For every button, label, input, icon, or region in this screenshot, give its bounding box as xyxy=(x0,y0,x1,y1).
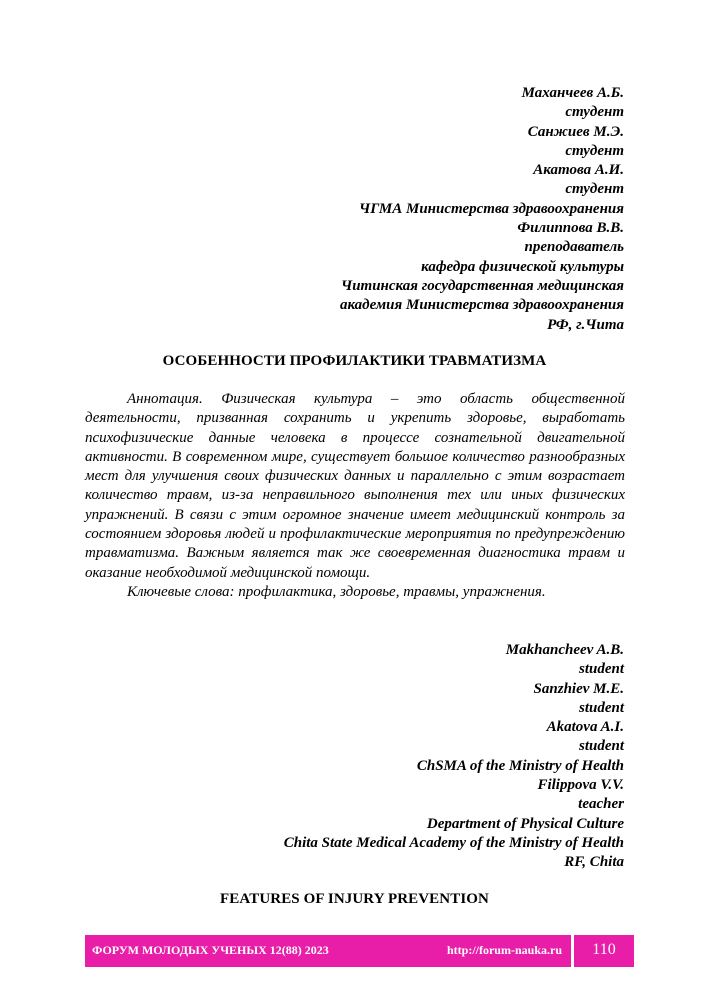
author-line: student xyxy=(578,661,624,678)
author-line: Акатова А.И. xyxy=(533,162,624,179)
author-line: ЧГМА Министерства здравоохранения xyxy=(359,200,624,217)
author-line: ChSMA of the Ministry of Health xyxy=(416,757,624,774)
authors-ru xyxy=(340,84,624,335)
author-line: студент xyxy=(565,142,624,159)
article-title-en: FEATURES OF INJURY PREVENTION xyxy=(220,891,489,907)
author-line: Akatova A.I. xyxy=(546,719,624,736)
author-line: студент xyxy=(565,181,624,198)
author-line: преподаватель xyxy=(524,239,624,256)
author-line: RF, Chita xyxy=(564,854,624,871)
footer-bar xyxy=(85,935,571,967)
page-number: 110 xyxy=(574,935,634,967)
abstract-ru xyxy=(85,390,625,602)
keywords: Ключевые слова: профилактика, здоровье, травмы, упражнения. xyxy=(127,583,546,600)
journal-url-link[interactable]: http://forum-nauka.ru xyxy=(446,943,562,957)
author-line: Sanzhiev M.E. xyxy=(533,680,624,697)
author-line: student xyxy=(578,738,624,755)
author-line: академия Министерства здравоохранения xyxy=(339,297,624,314)
author-line: Chita State Medical Academy of the Ministry of Health xyxy=(283,834,624,851)
abstract-text: Аннотация. Физическая культура – это область общественной деятельности, призванная сохранить и укрепить здоровье, выработать психофизические данные человека в процессе сознательной двигательной активности. В современном мире, существует большое количество разнообразных мест для улучшения своих физических данных и параллельно с этим возрастает количество травм, из-за неправильного выполнения тех или иных физических упражнений. В связи с этим огромное значение имеет медицинский контроль за состоянием здоровья людей и профилактические мероприятия по предупреждению травматизма. Важным является так же своевременная диагностика травм и оказание необходимой медицинской помощи. xyxy=(85,391,625,581)
author-line: РФ, г.Чита xyxy=(547,316,624,333)
authors-en xyxy=(284,641,624,873)
author-line: student xyxy=(578,699,624,716)
author-line: Filippova V.V. xyxy=(537,777,624,794)
article-title-ru: ОСОБЕННОСТИ ПРОФИЛАКТИКИ ТРАВМАТИЗМА xyxy=(162,353,547,369)
author-line: кафедра физической культуры xyxy=(421,258,624,275)
author-line: Читинская государственная медицинская xyxy=(340,277,624,294)
author-line: Санжиев М.Э. xyxy=(527,123,624,140)
author-line: студент xyxy=(565,104,624,121)
author-line: Makhancheev A.B. xyxy=(505,642,624,658)
author-line: teacher xyxy=(578,796,624,813)
page-footer xyxy=(85,935,634,967)
author-line: Филиппова В.В. xyxy=(517,220,624,237)
author-line: Department of Physical Culture xyxy=(426,815,624,832)
author-line: Маханчеев А.Б. xyxy=(521,85,624,101)
journal-name: ФОРУМ МОЛОДЫХ УЧЕНЫХ 12(88) 2023 xyxy=(92,943,329,957)
